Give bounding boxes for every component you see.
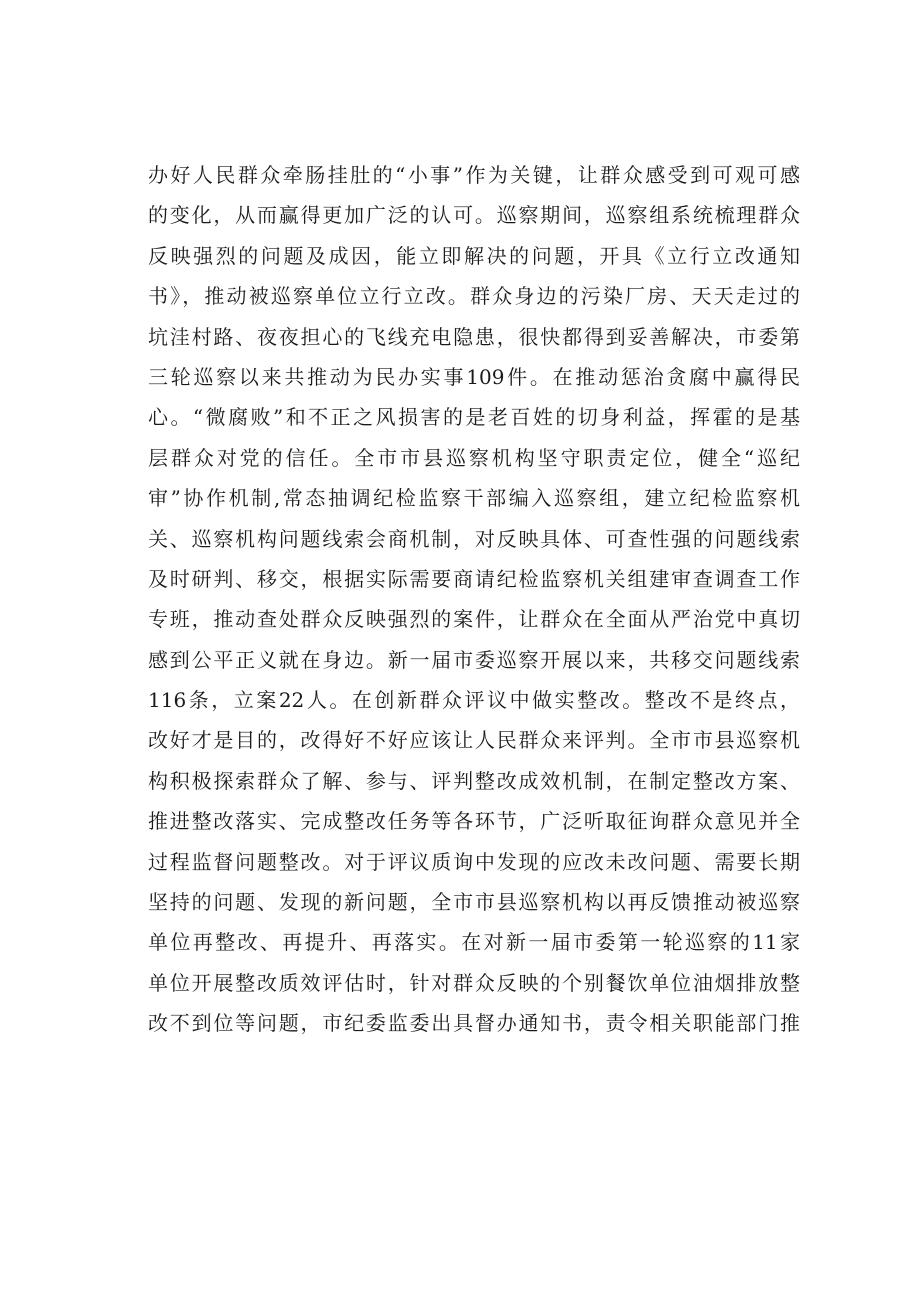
text-line-6: 三轮巡察以来共推动为民办实事109件。在推动惩治贪腐中赢得民	[148, 364, 800, 389]
text-line-3: 反映强烈的问题及成因，能立即解决的问题，开具《立行立改通知	[148, 243, 800, 268]
text-line-11: 及时研判、移交，根据实际需要商请纪检监察机关组建审查调查工作	[148, 566, 800, 591]
text-line-7: 心。“微腐败”和不正之风损害的是老百姓的切身利益，挥霍的是基	[148, 405, 800, 430]
text-line-12: 专班，推动查处群众反映强烈的案件，让群众在全面从严治党中真切	[148, 607, 800, 632]
text-line-18: 过程监督问题整改。对于评议质询中发现的应改未改问题、需要长期	[148, 849, 800, 874]
text-line-2: 的变化，从而赢得更加广泛的认可。巡察期间，巡察组系统梳理群众	[148, 203, 800, 228]
text-line-17: 推进整改落实、完成整改任务等各环节，广泛听取征询群众意见并全	[148, 809, 800, 834]
text-line-5: 坑洼村路、夜夜担心的飞线充电隐患，很快都得到妥善解决，市委第	[148, 324, 800, 349]
text-line-14: 116条，立案22人。在创新群众评议中做实整改。整改不是终点，	[148, 688, 800, 713]
text-line-20: 单位再整改、再提升、再落实。在对新一届市委第一轮巡察的11家	[148, 930, 800, 955]
text-line-4: 书》，推动被巡察单位立行立改。群众身边的污染厂房、天天走过的	[148, 284, 800, 309]
text-line-16: 构积极探索群众了解、参与、评判整改成效机制，在制定整改方案、	[148, 768, 800, 793]
text-line-21: 单位开展整改质效评估时，针对群众反映的个别餐饮单位油烟排放整	[148, 970, 800, 995]
text-line-8: 层群众对党的信任。全市市县巡察机构坚守职责定位，健全“巡纪	[148, 445, 800, 470]
text-line-10: 关、巡察机构问题线索会商机制，对反映具体、可查性强的问题线索	[148, 526, 800, 551]
text-line-13: 感到公平正义就在身边。新一届市委巡察开展以来，共移交问题线索	[148, 647, 800, 672]
text-line-15: 改好才是目的，改得好不好应该让人民群众来评判。全市市县巡察机	[148, 728, 800, 753]
text-line-19: 坚持的问题、发现的新问题，全市市县巡察机构以再反馈推动被巡察	[148, 890, 800, 915]
text-line-9: 审”协作机制,常态抽调纪检监察干部编入巡察组，建立纪检监察机	[148, 486, 800, 511]
body-paragraph	[148, 155, 800, 1044]
text-line-1: 办好人民群众牵肠挂肚的“小事”作为关键，让群众感受到可观可感	[148, 163, 800, 187]
text-line-22: 改不到位等问题，市纪委监委出具督办通知书，责令相关职能部门推	[148, 1011, 800, 1036]
